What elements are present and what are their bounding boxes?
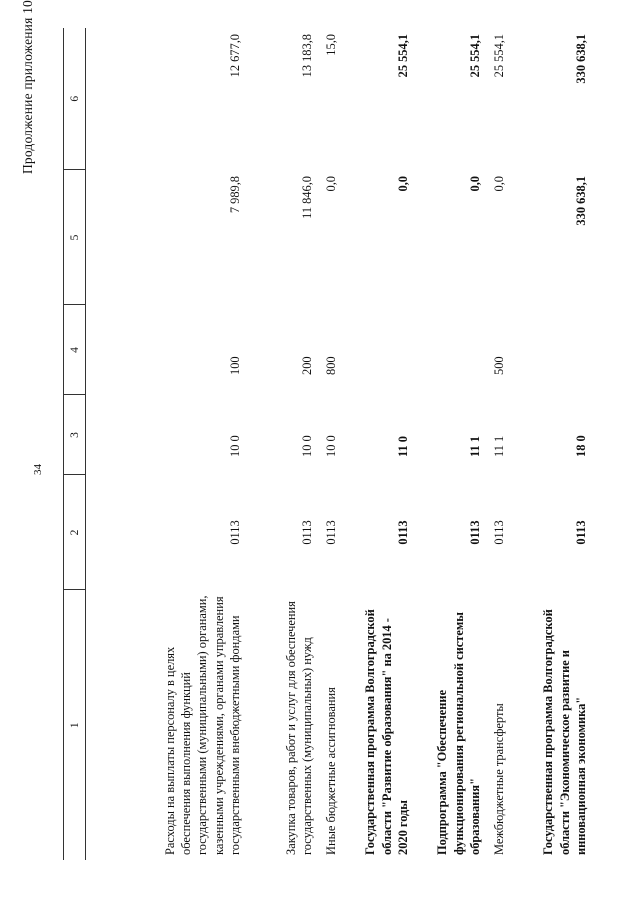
row-value-5: 330 638,1 (574, 176, 589, 226)
row-type (342, 305, 414, 395)
row-code: 0113 (300, 520, 315, 545)
page-number: 34 (32, 464, 44, 475)
row-target: 10 0 (300, 435, 315, 457)
appendix-label: Продолжение приложения 10 (20, 0, 35, 175)
col-header-1: 1 (64, 590, 86, 860)
table-row (86, 28, 246, 860)
row-target: 11 0 (396, 436, 411, 457)
budget-table (63, 28, 592, 860)
row-value-5: 7 989,8 (228, 176, 243, 214)
row-target: 11 1 (492, 435, 507, 457)
row-value-6: 25 554,1 (468, 34, 483, 78)
row-type: 100 (228, 356, 243, 375)
row-target: 10 0 (228, 435, 243, 457)
row-name: Расходы на выплаты персоналу в целях обеспечения выполнения функций государственными (муниципальными) органами, казенными учреждениями, органами управления государственными внебюджетными фондами (162, 595, 243, 855)
row-code: 0113 (468, 520, 483, 545)
col-header-4: 4 (64, 305, 86, 395)
row-code: 0113 (324, 520, 339, 545)
col-header-3: 3 (64, 395, 86, 475)
header-row (64, 28, 86, 860)
row-name: Иные бюджетные ассигнования (324, 687, 339, 855)
col-header-5: 5 (64, 170, 86, 305)
row-type (510, 305, 592, 395)
row-value-6: 15,0 (324, 34, 339, 56)
row-code: 0113 (396, 520, 411, 545)
row-type: 200 (300, 356, 315, 375)
row-name: Государственная программа Волгоградской области "Развитие образования" на 2014 - 2020 годы (363, 609, 411, 855)
row-value-5: 0,0 (468, 176, 483, 192)
table-row (414, 28, 486, 860)
row-name: Подпрограмма "Обеспечение функционирования региональной системы образования" (435, 612, 483, 855)
row-target: 18 0 (574, 435, 589, 457)
col-header-6: 6 (64, 28, 86, 170)
row-value-5: 0,0 (324, 176, 339, 192)
row-type (414, 305, 486, 395)
row-value-6: 330 638,1 (574, 34, 589, 84)
row-type: 500 (492, 356, 507, 375)
row-type: 800 (324, 356, 339, 375)
table-body (86, 28, 592, 860)
row-value-5: 11 846,0 (300, 176, 315, 219)
row-value-6: 25 554,1 (492, 34, 507, 78)
table-row (342, 28, 414, 860)
row-value-6: 25 554,1 (396, 34, 411, 78)
row-value-5: 0,0 (396, 176, 411, 192)
row-target: 11 1 (468, 436, 483, 457)
table-row (486, 28, 510, 860)
row-value-6: 12 677,0 (228, 34, 243, 78)
row-name: Закупка товаров, работ и услуг для обеспечения государственных (муниципальных) нужд (283, 601, 315, 855)
row-name: Межбюджетные трансферты (492, 703, 507, 855)
row-target: 10 0 (324, 435, 339, 457)
row-code: 0113 (228, 520, 243, 545)
col-header-2: 2 (64, 475, 86, 590)
table-row (318, 28, 342, 860)
row-code: 0113 (492, 520, 507, 545)
row-name: Государственная программа Волгоградской области "Экономическое развитие и инновационная экономика" (541, 609, 589, 855)
table-row (246, 28, 318, 860)
row-code: 0113 (574, 520, 589, 545)
row-value-6: 13 183,8 (300, 34, 315, 78)
table-row (510, 28, 592, 860)
row-value-5: 0,0 (492, 176, 507, 192)
